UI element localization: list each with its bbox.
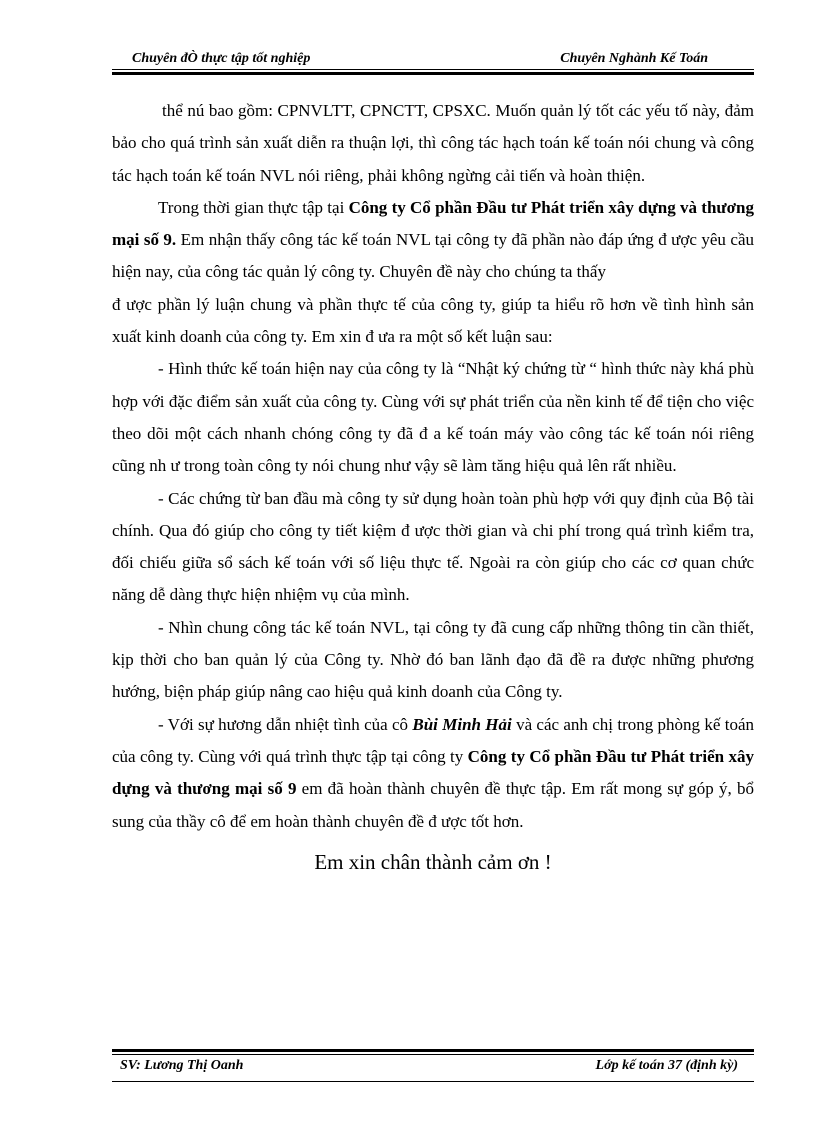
paragraph-point-1: - Hình thức kế toán hiện nay của công ty là “Nhật ký chứng từ “ hình thức này khá phù hợp với đặc điểm sản xuất của công ty. Cùng với sự phát triển của nền kinh tế để tiện cho việc theo dõi một cách nhanh chóng công ty đã đ a kế toán máy vào công tác kế toán nói riêng cũng nh ư trong toàn công ty nói chung như vậy sẽ làm tăng hiệu quả lên rất nhiều. [112,359,754,476]
footer-bottom-rule [112,1081,754,1082]
paragraph-text: Em nhận thấy công tác kế toán NVL tại công ty đã phần nào đáp ứng đ ược yêu cầu hiện nay, của công tác quản lý công ty. Chuyên đề này cho chúng ta thấy [112,230,754,282]
paragraph-text: em đã hoàn thành chuyên đề thực tập. Em rất mong sự góp ý, bổ sung của thầy cô để em hoàn thành chuyên đề đ ược tốt hơn. [112,779,755,831]
header-rule-thin [112,69,754,70]
paragraph-text: Trong thời gian thực tập tại [158,197,349,217]
header-title-left: Chuyên đÒ thực tập tốt nghiệp [132,51,311,66]
paragraph-internship [112,192,754,289]
thanks-line: Em xin chân thành cảm ơn ! [314,849,552,874]
company-name: Công ty Cổ phần Đầu tư Phát triển xây dựng và thương mại số 9 [112,746,754,799]
company-name: Công ty Cổ phần Đầu tư Phát triển xây dựng và thương mại số 9. [112,197,754,250]
page-header [112,42,754,72]
paragraph-point-4 [112,709,754,838]
paragraph-point-2: - Các chứng từ ban đầu mà công ty sử dụng hoàn toàn phù hợp với quy định của Bộ tài chính. Qua đó giúp cho công ty tiết kiệm đ ược thời gian và chi phí trong quá trình kiểm tra, đối chiếu giữa sổ sách kế toán với số liệu thực tế. Ngoài ra còn giúp cho các cơ quan chức năng dễ dàng thực hiện nhiệm vụ của mình. [112,488,754,605]
paragraph-intro: thể nú bao gồm: CPNVLTT, CPNCTT, CPSXC. Muốn quản lý tốt các yếu tố này, đảm bảo cho quá trình sản xuất diễn ra thuận lợi, thì công tác hạch toán kế toán nói chung và công tác hạch toán kế toán NVL nói riêng, phải không ngừng cải tiến và hoàn thiện. [112,101,754,185]
class-name: Lớp kế toán 37 (định kỳ) [595,1058,738,1073]
document-body [112,95,754,880]
header-rule-thick [112,72,754,75]
header-title-right: Chuyên Nghành Kế Toán [560,51,708,66]
footer-rule-thick [112,1049,754,1052]
paragraph-point-3: - Nhìn chung công tác kế toán NVL, tại công ty đã cung cấp những thông tin cần thiết, kịp thời cho ban quản lý của Công ty. Nhờ đó ban lãnh đạo đã đề ra được những phương hướng, biện pháp giúp nâng cao hiệu quả kinh doanh của Công ty. [112,617,754,702]
teacher-name: Bùi Minh Hải [412,714,512,734]
student-name: SV: Lương Thị Oanh [120,1058,244,1073]
paragraph-text: và các anh chị trong phòng kế toán của công ty. Cùng với quá trình thực tập tại công ty [112,714,755,766]
page-footer [112,1055,754,1079]
paragraph-text: - Với sự hương dẫn nhiệt tình của cô [158,714,413,734]
paragraph-conclusion-intro: đ ược phần lý luận chung và phần thực tế của công ty, giúp ta hiểu rõ hơn về tình hình sản xuất kinh doanh của công ty. Em xin đ ưa ra một số kết luận sau: [112,294,754,347]
